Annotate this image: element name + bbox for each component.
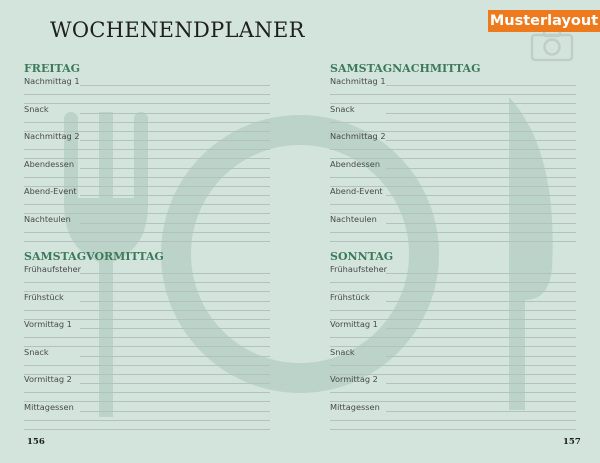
write-line: [330, 310, 576, 311]
write-line: [80, 356, 270, 357]
write-line: [24, 337, 270, 338]
write-line: [330, 429, 576, 430]
slot-label: Snack: [330, 103, 355, 114]
write-line: [80, 113, 270, 114]
write-line: [24, 282, 270, 283]
write-line: [80, 223, 270, 224]
slot-label: Abendessen: [330, 158, 381, 169]
slot-label: Frühstück: [24, 291, 64, 302]
list-item: [330, 131, 576, 159]
slot-label: Snack: [24, 346, 49, 357]
write-line: [330, 365, 576, 366]
list-item: [24, 214, 270, 242]
list-item: [24, 347, 270, 375]
write-line: [330, 122, 576, 123]
list-item: [24, 76, 270, 104]
write-line: [330, 420, 576, 421]
write-line: [80, 195, 270, 196]
write-line: [24, 392, 270, 393]
page-number-left: 156: [27, 437, 45, 447]
slot-label: Vormittag 2: [24, 374, 72, 384]
write-line: [330, 232, 576, 233]
write-line: [386, 328, 576, 329]
write-line: [386, 273, 576, 274]
list-item: [24, 319, 270, 347]
section-title: SAMSTAGNACHMITTAG: [330, 62, 481, 75]
list-item: [330, 319, 576, 347]
list-item: [24, 374, 270, 402]
section-title: FREITAG: [24, 62, 80, 75]
list-item: [330, 186, 576, 214]
list-item: [330, 374, 576, 402]
list-item: [24, 186, 270, 214]
slot-label: Nachmittag 1: [24, 76, 80, 86]
write-line: [386, 383, 576, 384]
list-item: [330, 104, 576, 132]
write-line: [24, 310, 270, 311]
list-item: [330, 159, 576, 187]
slot-label: Nachmittag 2: [24, 131, 80, 141]
list-item: [330, 76, 576, 104]
write-line: [24, 177, 270, 178]
slot-label: Abendessen: [24, 158, 75, 169]
write-line: [80, 140, 270, 141]
write-line: [386, 356, 576, 357]
write-line: [80, 383, 270, 384]
list-item: [24, 264, 270, 292]
write-line: [330, 149, 576, 150]
write-line: [386, 113, 576, 114]
slot-label: Frühstück: [330, 291, 370, 302]
write-line: [386, 168, 576, 169]
write-line: [24, 232, 270, 233]
slot-label: Nachmittag 2: [330, 131, 386, 141]
list-item: [24, 104, 270, 132]
list-item: [24, 159, 270, 187]
list-item: [330, 402, 576, 430]
slot-label: Abend-Event: [330, 186, 383, 196]
section-samstagvormittag: [24, 249, 270, 429]
list-item: [24, 292, 270, 320]
write-line: [386, 195, 576, 196]
write-line: [386, 85, 576, 86]
section-freitag: [24, 61, 270, 241]
slot-label: Frühaufsteher: [330, 264, 388, 274]
slot-label: Vormittag 1: [330, 319, 378, 329]
write-line: [80, 273, 270, 274]
write-line: [330, 282, 576, 283]
write-line: [330, 241, 576, 242]
write-line: [80, 411, 270, 412]
slot-label: Frühaufsteher: [24, 264, 82, 274]
slot-label: Snack: [24, 103, 49, 114]
write-line: [330, 204, 576, 205]
write-line: [24, 204, 270, 205]
write-line: [386, 301, 576, 302]
write-line: [330, 392, 576, 393]
slot-label: Snack: [330, 346, 355, 357]
page-title: WOCHENENDPLANER: [50, 18, 305, 42]
list-item: [330, 347, 576, 375]
write-line: [24, 241, 270, 242]
list-item: [24, 402, 270, 430]
write-line: [386, 223, 576, 224]
section-title: SAMSTAGVORMITTAG: [24, 250, 164, 263]
write-line: [24, 94, 270, 95]
slot-label: Nachteulen: [330, 213, 377, 224]
write-line: [386, 411, 576, 412]
list-item: [330, 214, 576, 242]
slot-label: Nachmittag 1: [330, 76, 386, 86]
sample-layout-badge: Musterlayout: [488, 10, 600, 32]
write-line: [80, 328, 270, 329]
slot-label: Vormittag 1: [24, 319, 72, 329]
slot-label: Nachteulen: [24, 213, 71, 224]
slot-label: Mittagessen: [24, 401, 74, 412]
list-item: [24, 131, 270, 159]
slot-label: Abend-Event: [24, 186, 77, 196]
section-samstagnachmittag: [330, 61, 576, 241]
write-line: [80, 85, 270, 86]
page-number-right: 157: [563, 437, 581, 447]
section-sonntag: [330, 249, 576, 429]
write-line: [80, 301, 270, 302]
list-item: [330, 264, 576, 292]
list-item: [330, 292, 576, 320]
write-line: [80, 168, 270, 169]
write-line: [330, 177, 576, 178]
write-line: [24, 365, 270, 366]
section-title: SONNTAG: [330, 250, 394, 263]
write-line: [386, 140, 576, 141]
slot-label: Vormittag 2: [330, 374, 378, 384]
slot-label: Mittagessen: [330, 401, 380, 412]
write-line: [24, 429, 270, 430]
write-line: [330, 337, 576, 338]
write-line: [24, 420, 270, 421]
write-line: [330, 94, 576, 95]
write-line: [24, 149, 270, 150]
write-line: [24, 122, 270, 123]
